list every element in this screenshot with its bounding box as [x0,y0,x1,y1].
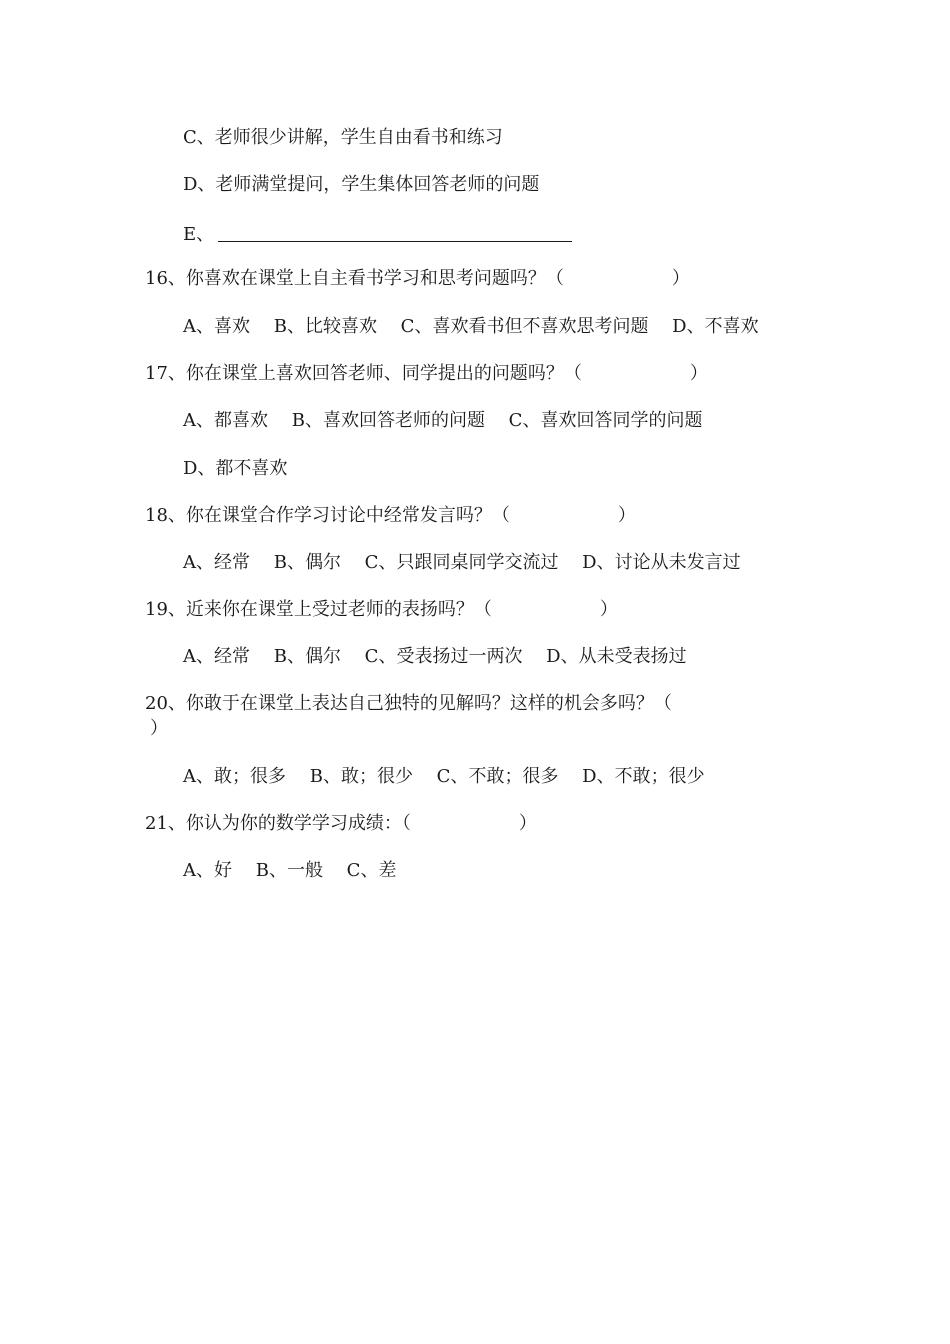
question-19-options: A、经常 B、偶尔 C、受表扬过一两次 D、从未受表扬过 [183,646,687,667]
q15-option-e [183,221,572,247]
q15-option-e-label: E、 [183,224,215,245]
question-20-options: A、敢；很多 B、敢；很少 C、不敢；很多 D、不敢；很少 [183,766,705,787]
question-18: 18、你在课堂合作学习讨论中经常发言吗？（ ） [145,505,636,526]
question-16: 16、你喜欢在课堂上自主看书学习和思考问题吗？（ ） [145,268,690,289]
q15-option-d: D、老师满堂提问，学生集体回答老师的问题 [183,174,540,195]
question-20-paren-close: ） [150,718,168,739]
question-20: 20、你敢于在课堂上表达自己独特的见解吗？这样的机会多吗？（ [145,693,672,714]
question-21: 21、你认为你的数学学习成绩：（ ） [145,813,537,834]
q15-option-c: C、老师很少讲解，学生自由看书和练习 [183,127,503,148]
question-17: 17、你在课堂上喜欢回答老师、同学提出的问题吗？（ ） [145,363,708,384]
question-21-options: A、好 B、一般 C、差 [183,860,397,881]
question-19: 19、近来你在课堂上受过老师的表扬吗？（ ） [145,599,618,620]
question-17-options: A、都喜欢 B、喜欢回答老师的问题 C、喜欢回答同学的问题 [183,410,703,431]
answer-blank-line[interactable] [218,221,572,242]
question-16-options: A、喜欢 B、比较喜欢 C、喜欢看书但不喜欢思考问题 D、不喜欢 [183,316,759,337]
question-18-options: A、经常 B、偶尔 C、只跟同桌同学交流过 D、讨论从未发言过 [183,552,741,573]
question-17-options-cont: D、都不喜欢 [183,458,288,479]
